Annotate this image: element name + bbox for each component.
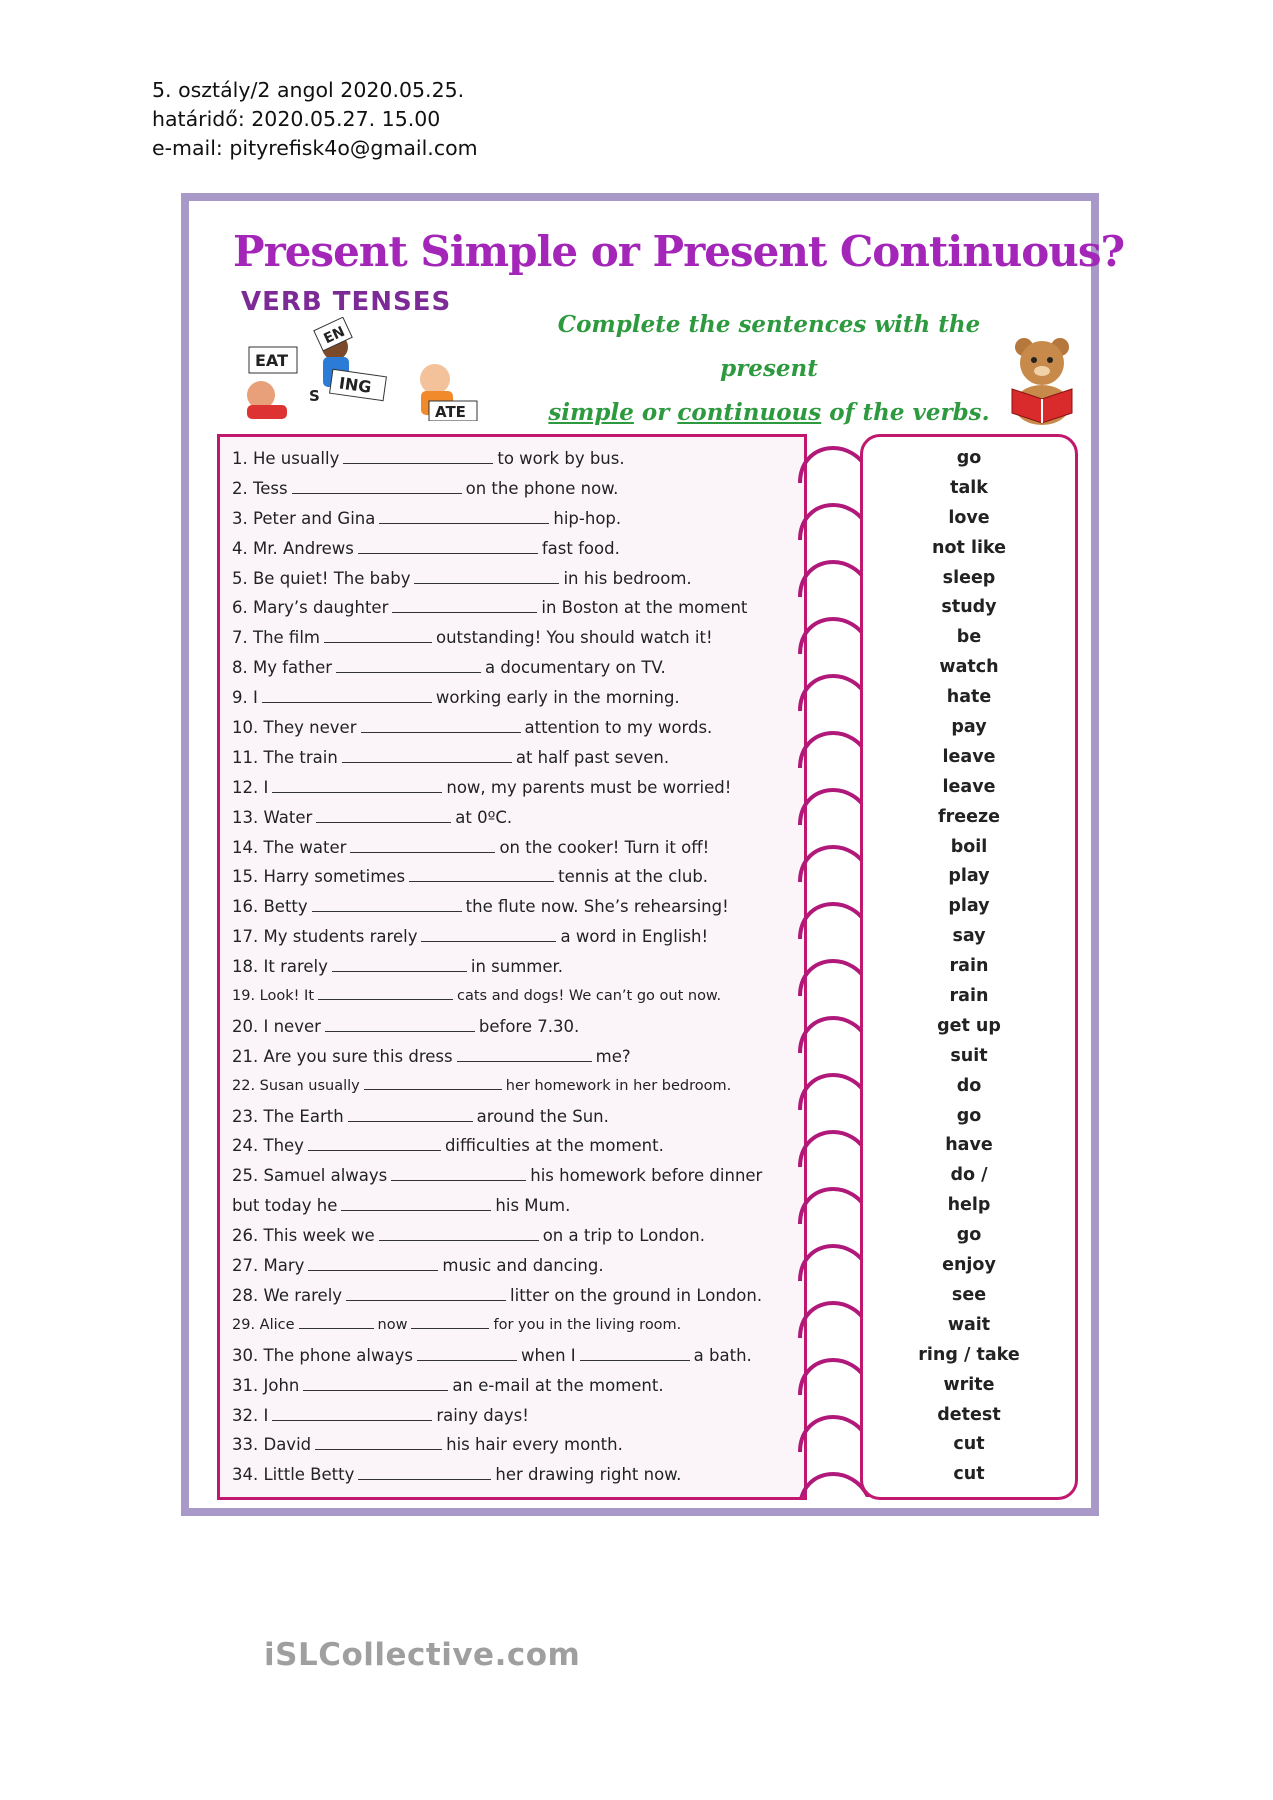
verb-item: go: [956, 1225, 982, 1246]
sentence-row: [232, 683, 800, 713]
instructions-line2: [509, 391, 1029, 435]
sentence-text: 3. Peter and Gina: [232, 508, 376, 528]
answer-blank[interactable]: [308, 1133, 441, 1151]
answer-blank[interactable]: [312, 894, 462, 912]
answer-blank[interactable]: [332, 954, 467, 972]
answer-blank[interactable]: [358, 536, 538, 554]
sentence-text: 4. Mr. Andrews: [232, 538, 354, 558]
sentence-row: [232, 1430, 800, 1460]
sentence-text: in summer.: [470, 957, 564, 977]
clipart-word-s: S: [309, 387, 320, 405]
verb-item: leave: [942, 776, 996, 797]
sentence-text: 27. Mary: [232, 1256, 305, 1276]
instructions: [509, 303, 1029, 435]
verb-item: ring / take: [918, 1344, 1020, 1365]
clipart-word-en: EN: [321, 323, 348, 348]
sentences-panel: [217, 434, 807, 1673]
worksheet-title: Present Simple or Present Continuous?: [233, 227, 1125, 276]
answer-blank[interactable]: [262, 685, 432, 703]
worksheet: [181, 193, 1125, 1673]
instructions-simple: simple: [548, 399, 634, 426]
answer-blank[interactable]: [299, 1311, 374, 1329]
sentence-text: 32. I: [232, 1405, 269, 1425]
sentence-text: music and dancing.: [442, 1256, 604, 1276]
sentence-text: 29. Alice: [232, 1316, 295, 1333]
verb-item: go: [956, 448, 982, 468]
verb-item: sleep: [942, 567, 996, 588]
answer-blank[interactable]: [316, 805, 451, 823]
sentence-text: 1. He usually: [232, 449, 340, 468]
sentence-text: his hair every month.: [446, 1435, 623, 1455]
kids-clipart-icon: [239, 317, 489, 421]
answer-blank[interactable]: [315, 1432, 442, 1450]
answer-blank[interactable]: [409, 864, 554, 882]
sentence-text: 33. David: [232, 1435, 312, 1455]
watermark: iSLCollective.com: [264, 1637, 581, 1673]
sentence-text: her drawing right now.: [495, 1465, 682, 1485]
sentence-row: [232, 743, 800, 773]
answer-blank[interactable]: [346, 1283, 506, 1301]
verb-item: cut: [953, 1434, 985, 1455]
verb-item: cut: [953, 1464, 985, 1485]
sentence-row: [232, 1311, 800, 1341]
verb-item: love: [948, 507, 990, 528]
verb-item: enjoy: [942, 1255, 996, 1276]
sentence-text: 6. Mary’s daughter: [232, 598, 389, 618]
sentence-text: at half past seven.: [515, 747, 670, 767]
sentence-text: on the cooker! Turn it off!: [499, 837, 710, 857]
answer-blank[interactable]: [417, 1343, 517, 1361]
sentence-text: now, my parents must be worried!: [446, 777, 732, 797]
verb-item: leave: [942, 746, 996, 767]
sentence-text: 18. It rarely: [232, 957, 328, 977]
sentence-row: [232, 1131, 800, 1161]
sentence-text: 19. Look! It: [232, 988, 315, 1005]
answer-blank[interactable]: [318, 982, 453, 1000]
sentence-text: 13. Water: [232, 807, 313, 827]
verb-item: study: [941, 597, 997, 618]
instructions-end: of the verbs.: [829, 399, 990, 426]
sentence-text: 2. Tess: [232, 478, 288, 498]
sentence-text: her homework in her bedroom.: [505, 1077, 732, 1094]
sentence-text: on the phone now.: [465, 478, 619, 498]
verb-item: rain: [949, 956, 989, 977]
answer-blank[interactable]: [336, 655, 481, 673]
sentence-text: hip-hop.: [553, 508, 622, 528]
sentence-row: [232, 653, 800, 683]
answer-blank[interactable]: [272, 1403, 432, 1421]
answer-blank[interactable]: [364, 1072, 502, 1090]
sentence-row: [232, 1102, 800, 1132]
answer-blank[interactable]: [343, 446, 493, 464]
sentence-row: [232, 474, 800, 504]
verb-item: not like: [932, 537, 1006, 558]
answer-blank[interactable]: [411, 1311, 489, 1329]
sentence-text: 31. John: [232, 1375, 300, 1395]
sentence-text: attention to my words.: [524, 718, 713, 738]
sentence-text: a documentary on TV.: [485, 658, 666, 678]
sentence-text: 11. The train: [232, 747, 338, 767]
sentence-text: 16. Betty: [232, 897, 308, 917]
answer-blank[interactable]: [308, 1253, 438, 1271]
verb-item: get up: [937, 1015, 1001, 1036]
sentence-row: [232, 1341, 800, 1371]
sentence-text: 21. Are you sure this dress: [232, 1046, 453, 1066]
verb-item: play: [948, 866, 990, 887]
answer-blank[interactable]: [379, 1223, 539, 1241]
verb-item: suit: [950, 1045, 988, 1066]
sentence-text: but today he: [232, 1196, 338, 1216]
sentence-text: 7. The film: [232, 628, 320, 648]
sentence-row: [232, 444, 800, 474]
answer-blank[interactable]: [292, 476, 462, 494]
sentence-text: a bath.: [693, 1345, 752, 1365]
sentence-text: outstanding! You should watch it!: [435, 628, 713, 648]
answer-blank[interactable]: [342, 745, 512, 763]
sentence-text: 34. Little Betty: [232, 1465, 355, 1485]
answer-blank[interactable]: [392, 595, 537, 613]
answer-blank[interactable]: [580, 1343, 690, 1361]
answer-blank[interactable]: [348, 1104, 473, 1122]
sentence-row: [232, 593, 800, 623]
sentence-text: 20. I never: [232, 1016, 321, 1036]
verb-item: wait: [947, 1314, 991, 1335]
sentence-text: 9. I: [232, 688, 258, 708]
answer-blank[interactable]: [325, 1014, 475, 1032]
sentence-row: [232, 713, 800, 743]
sentence-text: around the Sun.: [476, 1106, 609, 1126]
reading-bear-icon: [1002, 333, 1082, 428]
verb-item: be: [956, 627, 982, 648]
header-deadline: határidő: 2020.05.27. 15.00: [152, 107, 441, 131]
answer-blank[interactable]: [457, 1044, 592, 1062]
sentence-row: [232, 922, 800, 952]
sentence-row: [232, 564, 800, 594]
verb-item: watch: [939, 657, 999, 678]
sentence-text: 14. The water: [232, 837, 347, 857]
instructions-line1: Complete the sentences with the present: [557, 311, 981, 382]
sentence-text: on a trip to London.: [542, 1226, 705, 1246]
verb-item: write: [943, 1374, 995, 1395]
sentence-text: 22. Susan usually: [232, 1077, 360, 1094]
sentence-text: tennis at the club.: [558, 867, 709, 887]
sentence-text: the flute now. She’s rehearsing!: [465, 897, 729, 917]
sentence-row: [232, 1371, 800, 1401]
clipart-word-ing: ING: [337, 373, 373, 397]
sentence-row: [232, 1401, 800, 1431]
sentence-text: for you in the living room.: [493, 1316, 682, 1333]
sentence-text: 30. The phone always: [232, 1345, 413, 1365]
answer-blank[interactable]: [341, 1193, 491, 1211]
sentence-row: [232, 534, 800, 564]
answer-blank[interactable]: [361, 715, 521, 733]
instructions-continuous: continuous: [677, 399, 822, 426]
sentence-row: [232, 504, 800, 534]
sentence-text: his Mum.: [495, 1196, 571, 1216]
verbs-panel: [860, 434, 1078, 1500]
verb-item: detest: [937, 1404, 1001, 1425]
sentence-text: before 7.30.: [478, 1016, 580, 1036]
sentence-row: [232, 1042, 800, 1072]
sentence-text: an e-mail at the moment.: [452, 1375, 664, 1395]
sentence-text: 24. They: [232, 1136, 304, 1156]
verb-item: go: [956, 1105, 982, 1126]
sentence-text: 12. I: [232, 777, 269, 797]
sentence-text: when I: [520, 1345, 576, 1365]
verb-item: see: [951, 1284, 987, 1305]
verb-item: hate: [946, 687, 992, 708]
sentence-row: [232, 1161, 800, 1191]
sentence-text: 8. My father: [232, 658, 333, 678]
clipart-word-eat: EAT: [255, 351, 288, 370]
answer-blank[interactable]: [303, 1373, 448, 1391]
verb-item: boil: [950, 836, 988, 857]
sentence-row: [232, 1251, 800, 1281]
sentence-text: 23. The Earth: [232, 1106, 344, 1126]
sentence-text: his homework before dinner: [530, 1166, 763, 1186]
answer-blank[interactable]: [350, 835, 495, 853]
sentence-row: [232, 862, 800, 892]
verb-item: rain: [949, 986, 989, 1007]
sentence-text: working early in the morning.: [435, 688, 680, 708]
sentence-row: [232, 982, 800, 1012]
sentence-text: 28. We rarely: [232, 1285, 343, 1305]
verb-item: say: [952, 926, 986, 947]
sentence-text: at 0ºC.: [455, 807, 513, 827]
verb-list: [863, 444, 1075, 1490]
sentence-text: litter on the ground in London.: [510, 1285, 763, 1305]
answer-blank[interactable]: [421, 924, 556, 942]
sentence-row: [232, 892, 800, 922]
sentence-text: rainy days!: [436, 1405, 529, 1425]
worksheet-subtitle: VERB TENSES: [241, 287, 452, 317]
sentence-row: [232, 1460, 800, 1490]
sentence-text: 10. They never: [232, 718, 357, 738]
sentence-text: me?: [595, 1046, 631, 1066]
verb-item: talk: [950, 477, 988, 498]
sentence-row: [232, 1281, 800, 1311]
sentence-text: 26. This week we: [232, 1226, 375, 1246]
answer-blank[interactable]: [324, 625, 432, 643]
sentence-text: difficulties at the moment.: [444, 1136, 664, 1156]
sentence-row: [232, 623, 800, 653]
verb-item: pay: [951, 717, 987, 738]
assignment-header: [152, 76, 478, 163]
answer-blank[interactable]: [379, 506, 549, 524]
sentence-text: 25. Samuel always: [232, 1166, 388, 1186]
sentence-list: [232, 444, 800, 1490]
sentence-row: [232, 1012, 800, 1042]
sentence-text: to work by bus.: [497, 449, 625, 468]
sentence-text: a word in English!: [560, 927, 709, 947]
verb-item: freeze: [937, 806, 1001, 827]
sentence-row: [232, 803, 800, 833]
sentence-text: now: [377, 1316, 408, 1333]
verb-item: play: [948, 896, 990, 917]
verb-item: help: [947, 1195, 991, 1216]
verb-item: do /: [950, 1165, 988, 1186]
header-email: e-mail: pityrefisk4o@gmail.com: [152, 136, 478, 160]
sentence-row: [232, 1191, 800, 1221]
clipart-word-ate: ATE: [435, 403, 466, 421]
sentence-row: [232, 1072, 800, 1102]
sentence-text: 17. My students rarely: [232, 927, 418, 947]
answer-blank[interactable]: [391, 1163, 526, 1181]
sentence-text: in his bedroom.: [563, 568, 692, 588]
answer-blank[interactable]: [358, 1462, 491, 1480]
sentence-row: [232, 773, 800, 803]
sentence-text: cats and dogs! We can’t go out now.: [457, 988, 722, 1005]
sentence-row: [232, 952, 800, 982]
answer-blank[interactable]: [414, 566, 559, 584]
sentence-text: 5. Be quiet! The baby: [232, 568, 411, 588]
sentence-text: fast food.: [541, 538, 620, 558]
answer-blank[interactable]: [272, 775, 442, 793]
sentence-row: [232, 1221, 800, 1251]
verb-item: have: [945, 1135, 993, 1156]
sentence-text: 15. Harry sometimes: [232, 867, 406, 887]
instructions-or: or: [641, 399, 670, 426]
header-class-date: 5. osztály/2 angol 2020.05.25.: [152, 78, 465, 102]
sentence-row: [232, 833, 800, 863]
sentence-text: in Boston at the moment: [541, 598, 748, 618]
verb-item: do: [956, 1075, 982, 1096]
